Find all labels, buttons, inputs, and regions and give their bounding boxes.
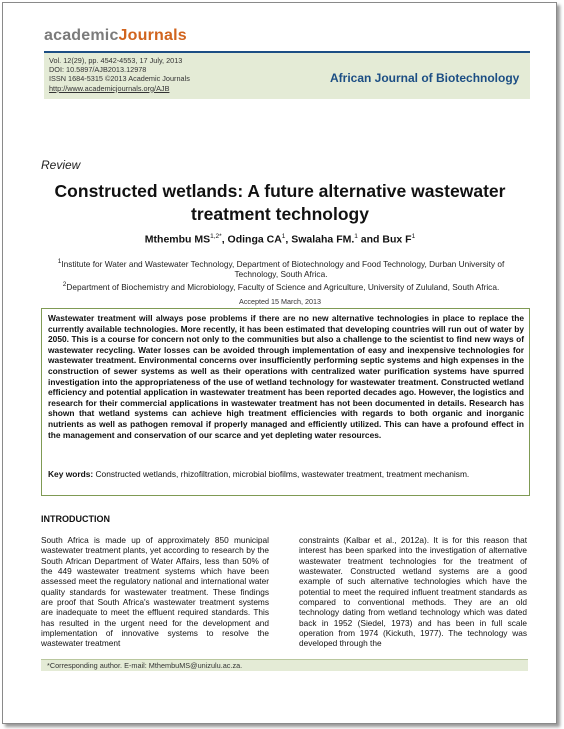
author-separator: , xyxy=(221,233,228,246)
author-name: Odinga CA xyxy=(227,233,282,246)
meta-url-link[interactable]: http://www.academicjournals.org/AJB xyxy=(49,83,170,93)
keywords-label: Key words: xyxy=(48,469,94,479)
author-name: Swalaha FM. xyxy=(291,233,355,246)
journal-name: African Journal of Biotechnology xyxy=(330,71,520,85)
affiliation-number: 1 xyxy=(57,258,62,265)
journal-meta xyxy=(49,56,190,93)
affiliation-2 xyxy=(37,280,525,292)
author-separator: , xyxy=(285,233,292,246)
meta-issn: ISSN 1684-5315 ©2013 Academic Journals xyxy=(49,74,190,84)
keywords-text: Constructed wetlands, rhizofiltration, microbial biofilms, wastewater treatment, treatment mechanism. xyxy=(95,469,470,479)
author-affiliation-mark: 1 xyxy=(354,233,358,240)
corresponding-author-footnote: *Corresponding author. E-mail: MthembuMS@unizulu.ac.za. xyxy=(41,659,528,671)
affiliation-1 xyxy=(37,257,525,280)
logo-suffix: Journals xyxy=(118,27,187,44)
meta-volume: Vol. 12(29), pp. 4542-4553, 17 July, 2013 xyxy=(49,56,183,65)
author-name: Bux F xyxy=(382,233,412,246)
article-type: Review xyxy=(41,158,81,172)
keywords xyxy=(48,469,524,480)
section-heading-introduction: INTRODUCTION xyxy=(41,514,110,524)
publisher-logo xyxy=(44,27,187,45)
author-separator: and xyxy=(357,233,383,246)
article-title: Constructed wetlands: A future alternative wastewater treatment technology xyxy=(54,181,506,224)
body-column-left: South Africa is made up of approximately 850 municipal wastewater treatment plants, yet according to research by the South African Department of Water Affairs, less than 50% of the 449 wastewater treatment systems which have been assessed meet the regulatory national and international water quality standards for wastewater treatment. These findings are proof that South Africa's wastewater treatment systems are inadequate to meet the effluent required standards. This has resulted in the urgent need for the development and implementation of innovative systems to resolve the wastewater treatment xyxy=(41,535,269,649)
affiliation-number: 2 xyxy=(62,281,67,288)
author-name: Mthembu MS xyxy=(144,233,211,246)
author-list xyxy=(33,233,527,246)
journal-header-bar xyxy=(44,51,530,99)
accepted-date: Accepted 15 March, 2013 xyxy=(239,297,321,306)
abstract-text: Wastewater treatment will always pose problems if there are no new alternative technologies in place to replace the currently available technologies. More recently, it has been estimated that developing countries will run out of water by 2050. This is a course for concern not only to the communities but also a challenge to the scientist to find new ways of wastewater recycling. Water losses can be avoided through implementation of easy and inexpensive technologies for wastewater treatment. Environmental concerns over insufficiently performing septic systems and high expenses in the construction of sewer systems as well as their operations with centralized water purification systems have spurred investigation into the appropriateness of the use of wetland technology for wastewater treatment. Constructed wetland efficiency and potential application in wastewater treatment has been reported decades ago. However, the logistics and research for their commercial applications in wastewater treatment has not been documented in details. Research has shown that wetland systems can achieve high treatment efficiencies with regards to both organic and inorganic nutrients as well as pathogen removal if properly managed and efficiently utilized. This can have a profound effect in the management and conservation of our scarce and yet depleting water resources. xyxy=(48,313,524,440)
author-affiliation-mark: 1 xyxy=(281,233,286,240)
page-sheet xyxy=(2,2,557,724)
body-column-right: constraints (Kalbar et al., 2012a). It is for this reason that interest has been sparked into the investigation of alternative wastewater treatment technologies for the treatment of wastewater. Constructed wetland systems are a good example of such alternative technologies which have the potential to meet the required influent treatment standards as compared to conventional methods. They are an old technology dating from wetland technology which was dated back in 1952 (Siedel, 1973) and has been in full scale operation from 1974 (Kickuth, 1977). The technology was developed through the xyxy=(299,535,527,649)
affiliation-text: Institute for Water and Wastewater Technology, Department of Biotechnology and Food Technology, Durban University of Technology, South Africa. xyxy=(61,258,505,280)
author-affiliation-mark: 1,2* xyxy=(210,233,222,240)
affiliation-text: Department of Biochemistry and Microbiology, Faculty of Science and Agriculture, University of Zululand, South Africa. xyxy=(66,281,500,292)
meta-doi: DOI: 10.5897/AJB2013.12978 xyxy=(49,65,147,75)
logo-prefix: academic xyxy=(44,27,119,44)
author-affiliation-mark: 1 xyxy=(411,233,416,240)
abstract-box xyxy=(41,308,530,496)
